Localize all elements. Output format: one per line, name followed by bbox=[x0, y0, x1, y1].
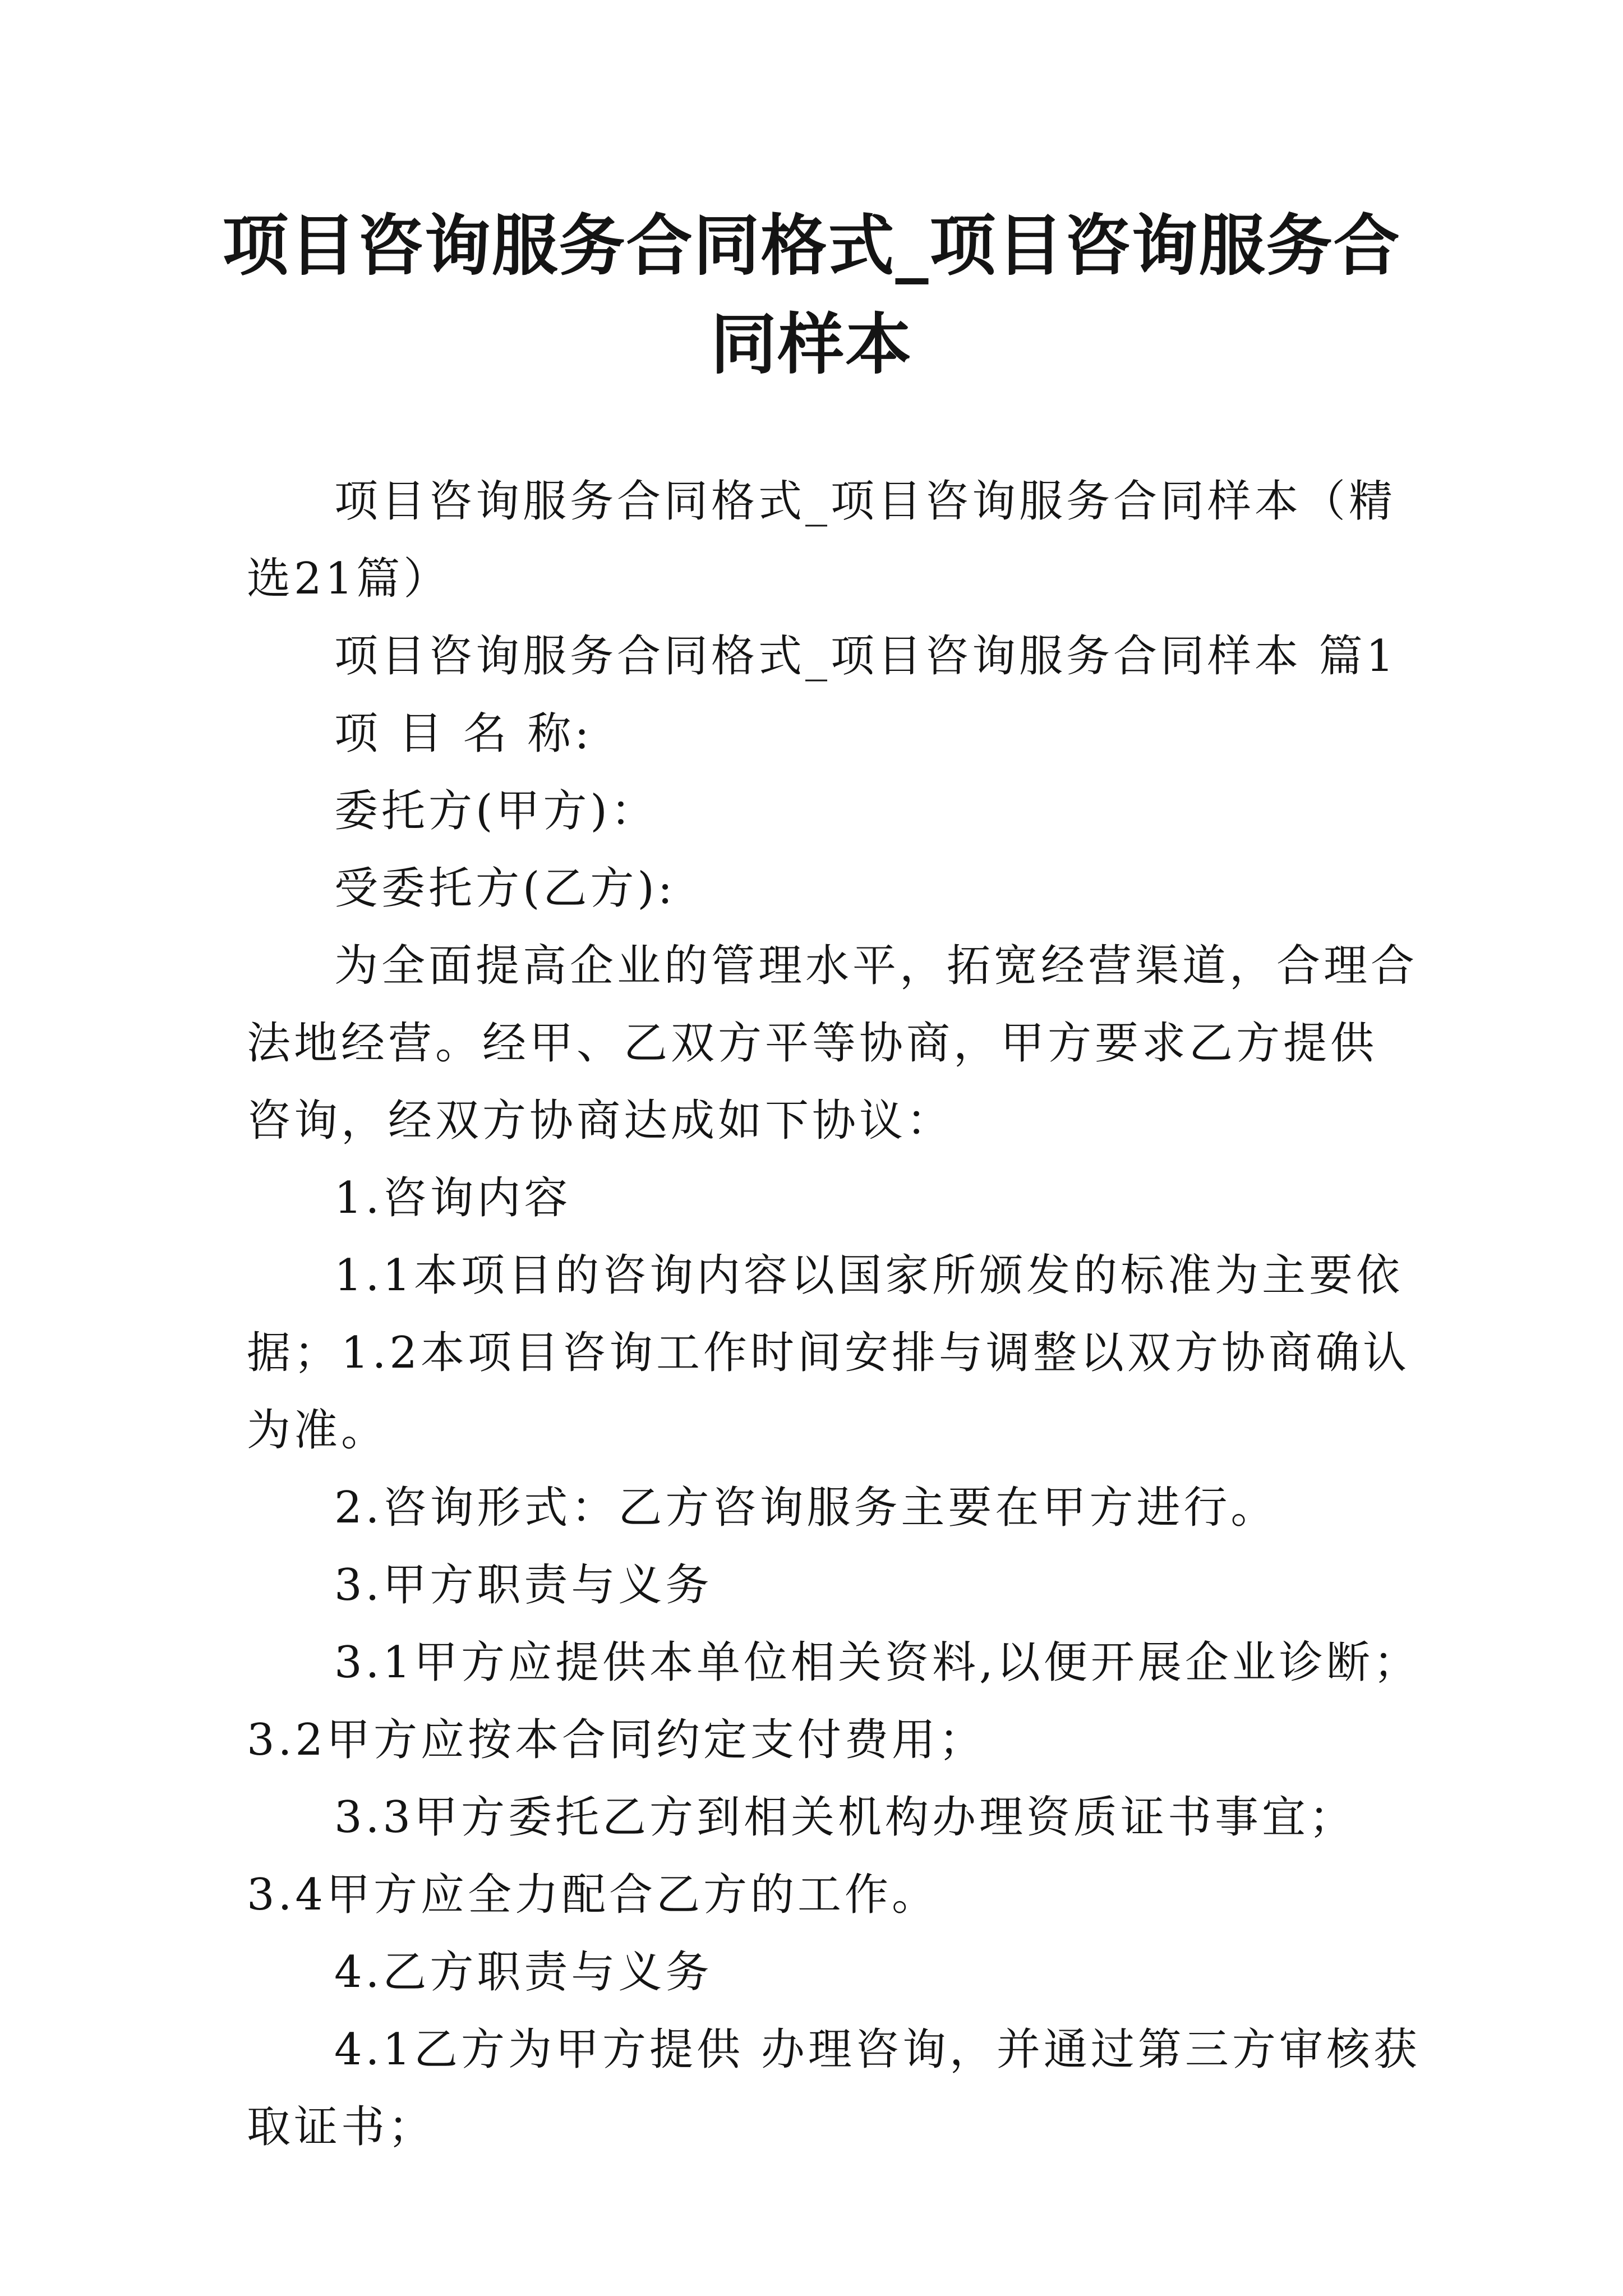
paragraph-clause-3-3: 3.3甲方委托乙方到相关机构办理资质证书事宜；3.4甲方应全力配合乙方的工作。 bbox=[247, 1792, 1357, 1920]
paragraph-clause-3: 3.甲方职责与义务 bbox=[334, 1560, 713, 1611]
document-body bbox=[247, 463, 1424, 2166]
paragraph-party-b: 受委托方(乙方): bbox=[334, 863, 676, 914]
paragraph-clause-1-1: 1.1本项目的咨询内容以国家所颁发的标准为主要依据；1.2本项目咨询工作时间安排与调整以双方协商确认为准。 bbox=[247, 1250, 1410, 1456]
paragraph-preamble: 为全面提高企业的管理水平，拓宽经营渠道，合理合法地经营。经甲、乙双方平等协商，甲方要求乙方提供 咨询，经双方协商达成如下协议： bbox=[247, 941, 1418, 1146]
paragraph-project-name: 项 目 名 称: bbox=[334, 708, 593, 759]
document-title: 项目咨询服务合同格式_项目咨询服务合同样本 bbox=[222, 206, 1401, 383]
paragraph-section-heading: 项目咨询服务合同格式_项目咨询服务合同样本 篇1 bbox=[334, 631, 1398, 682]
paragraph-clause-4: 4.乙方职责与义务 bbox=[334, 1947, 713, 1998]
paragraph-clause-1: 1.咨询内容 bbox=[334, 1173, 571, 1223]
paragraph-intro: 项目咨询服务合同格式_项目咨询服务合同样本（精选21篇） bbox=[247, 476, 1396, 604]
paragraph-clause-4-1: 4.1乙方为甲方提供 办理咨询，并通过第三方审核获取证书； bbox=[247, 2024, 1421, 2152]
paragraph-party-a: 委托方(甲方)： bbox=[334, 786, 658, 836]
paragraph-clause-3-1: 3.1甲方应提供本单位相关资料,以便开展企业诊断；3.2甲方应按本合同约定支付费用； bbox=[247, 1637, 1421, 1765]
paragraph-clause-2: 2.咨询形式：乙方咨询服务主要在甲方进行。 bbox=[334, 1483, 1278, 1533]
